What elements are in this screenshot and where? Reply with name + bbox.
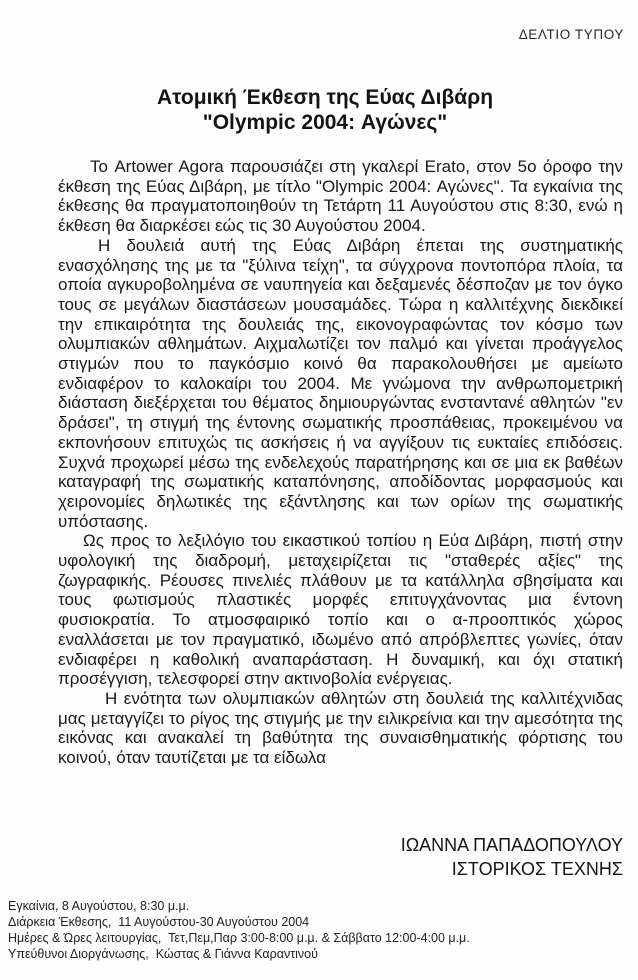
title-line-1: Ατομική Έκθεση της Εύας Διβάρη — [156, 86, 494, 109]
signature-name: ΙΩΑΝΝΑ ΠΑΠΑΔΟΠΟΥΛΟΥ — [400, 835, 623, 855]
document-title — [0, 85, 638, 135]
paragraph-closing: Η ενότητα των ολυμπιακών αθλητών στη δουλειά της καλλιτέχνιδας μας μεταγγίζει το ρίγος της στιγμής με την ειλικρείνια και την αμεσότητα της εικόνας και ανακαλεί τη βαθύτητα της συναισθηματικής φόρτισης του κοινού, όταν ταυτίζεται με τα είδωλα — [58, 688, 623, 768]
footer-line-organizers: Υπεύθυνοι Διοργάνωσης, Κώστας & Γιάννα Καραντινού — [8, 947, 318, 961]
exhibition-details — [8, 898, 628, 962]
paragraph-style: Ως προς το λεξιλόγιο του εικαστικού τοπίου η Εύα Διβάρη, πιστή στην υφολογική της διαδρομή, μεταχειρίζεται τις "σταθερές αξίες" της ζωγραφικής. Ρέουσες πινελιές πλάθουν με τα κατάλληλα σβησίματα και τους φωτισμούς πλαστικές μορφές επιτυγχάνοντας μια έντονη φυσιοκρατία. Το ατμοσφαιρικό τοπίο και ο α-προοπτικός χώρος εναλλάσεται με τον πραγματικό, ιδωμένο από απρόβλεπτες γωνίες, όταν ενδιαφέρει η καθολική αναπαράσταση. Η δυναμική, και όχι στατική προσέγγιση, τελεσφορεί στην ακτινοβολία ενέργειας. — [58, 531, 623, 689]
title-line-2: "Olympic 2004: Αγώνες" — [202, 111, 448, 134]
press-release-label: ΔΕΛΤΙΟ ΤΥΠΟΥ — [518, 27, 624, 42]
footer-line-opening: Εγκαίνια, 8 Αυγούστου, 8:30 μ.μ. — [8, 899, 190, 913]
paragraph-artist-work: Η δουλειά αυτή της Εύας Διβάρη έπεται της συστηματικής ενασχόλησης της με τα "ξύλινα τείχη", τα σύγχρονα ποντοπόρα πλοία, τα οποία αγκυροβολημένα σε ναυπηγεία και δεξαμενές δέσποζαν με τον όγκο τους σε μεγάλων διαστάσεων μουσαμάδες. Τώρα η καλλιτέχνης διεκδικεί την επικαιρότητα της δουλειάς της, εικονογραφώντας τον κόσμο των ολυμπιακών αθλημάτων. Αιχμαλωτίζει τον παλμό και γίνεται προάγγελος στιγμών που το παγκόσμιο κοινό θα παρακολουθήσει με αμείωτο ενδιαφέρον το καλοκαίρι του 2004. Με γνώμονα την ανθρωπομετρική διάσταση διεξέρχεται του θέματος δημιουργώντας ενσταντανέ αθλητών "εν δράσει", τη στιγμή της έντονης σωματικής προσπάθειας, προκειμένου να εκπονήσουν επιτυχώς τις ασκήσεις ή να αγγίξουν τις ευκταίες επιδόσεις. Συχνά προχωρεί μέσω της ενδελεχούς παρατήρησης και σε μια εκ βαθέων καταγραφή της σωματικής καταπόνησης, αποδίδοντας μορφασμούς και χειρονομίες δηλωτικές της εξάντλησης και των ορίων της σωματικής υπόστασης. — [58, 235, 623, 531]
footer-line-hours: Ημέρες & Ώρες λειτουργίας, Τετ,Πεμ,Παρ 3:00-8:00 μ.μ. & Σάββατο 12:00-4:00 μ.μ. — [8, 931, 470, 945]
body-text — [58, 157, 623, 768]
signature-block — [58, 833, 623, 881]
footer-line-duration: Διάρκεια Έκθεσης, 11 Αυγούστου-30 Αυγούστου 2004 — [8, 915, 310, 929]
signature-role: ΙΣΤΟΡΙΚΟΣ ΤΕΧΝΗΣ — [451, 859, 623, 879]
paragraph-intro: Το Artower Agora παρουσιάζει στη γκαλερί Erato, στον 5ο όροφο την έκθεση της Εύας Διβάρη, με τίτλο "Olympic 2004: Αγώνες". Τα εγκαίνια της έκθεσης θα πραγματοποιηθούν τη Τετάρτη 11 Αυγούστου στις 8:30, ενώ η έκθεση θα διαρκέσει εώς τις 30 Αυγούστου 2004. — [58, 157, 623, 236]
